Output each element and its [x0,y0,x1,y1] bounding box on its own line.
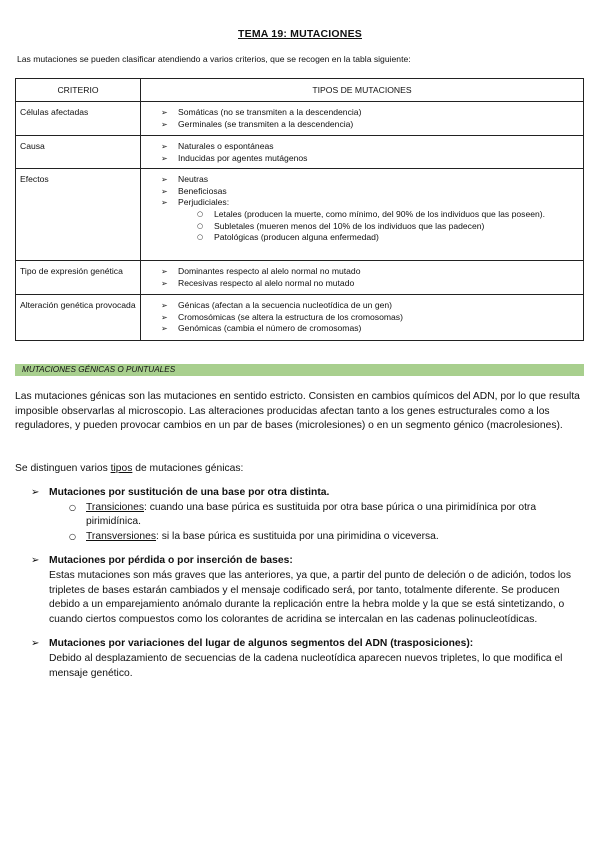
criterio-cell: Efectos [16,169,141,261]
page-title: TEMA 19: MUTACIONES [238,28,362,40]
list-item: ➢ Cromosómicas (se altera la estructura de los cromosomas) [161,312,579,324]
list-item: ➢ Génicas (afectan a la secuencia nucleotídica de un gen) [161,300,579,312]
section-heading: MUTACIONES GÉNICAS O PUNTUALES [15,364,584,376]
mutation-title: ➢ Mutaciones por sustitución de una base por otra distinta. [49,487,330,498]
term-transversiones: Transversiones [86,530,157,542]
mutation-title: ➢ Mutaciones por pérdida o por inserción de bases: [49,555,293,567]
mutation-title: ➢ Mutaciones por variaciones del lugar de algunos segmentos del ADN (trasposiciones): [49,638,474,650]
list-item: ➢ Dominantes respecto al alelo normal no mutado [161,266,579,278]
sub-list-item: ○ Subletales (mueren menos del 10% de los individuos que las padecen) [197,221,579,233]
list-item: ➢ Somáticas (no se transmiten a la descendencia) [161,107,579,119]
header-criterio: CRITERIO [16,79,141,102]
list-item: ➢ Genómicas (cambia el número de cromosomas) [161,323,579,335]
table-row [16,136,584,169]
sub-list-item [69,530,587,545]
sub-list [49,501,587,545]
paragraph-gene-mutations: Las mutaciones génicas son las mutaciones en sentido estricto. Consisten en cambios químicos del ADN, por lo que resulta imposible observarlas al microscopio. Las alteraciones producidas afectan tanto a los genes estructurales como a los reguladores, y pueden provocar cambios en un par de bases (microlesiones) o en un segmento génico (macrolesiones). [15,391,580,432]
mutation-body: Debido al desplazamiento de secuencias de la cadena nucleotídica aparecen nuevos tripletes, lo que modifica el mensaje genético. [49,652,563,679]
sub-list-item: ○ Patológicas (producen alguna enfermedad) [197,232,579,244]
term-transiciones: Transiciones [86,501,144,513]
paragraph-types-intro [15,462,587,477]
criterio-cell: Tipo de expresión genética [16,261,141,295]
table-row [16,295,584,341]
criterio-cell: Células afectadas [16,102,141,136]
list-item: ➢ Germinales (se transmiten a la descendencia) [161,119,579,131]
header-tipos: TIPOS DE MUTACIONES [141,79,584,102]
list-item [31,637,587,681]
list-item-label: Perjudiciales: [178,197,230,208]
paragraph-text: Se distinguen varios [15,463,111,474]
table-row [16,169,584,261]
tipos-list [145,174,579,244]
criterio-cell: Alteración genética provocada [16,295,141,341]
tipos-link[interactable]: tipos [110,463,133,474]
tipos-list [145,107,579,130]
sub-list-item [69,501,587,530]
mutation-body: Estas mutaciones son más graves que las anteriores, ya que, a partir del punto de deleción o de adición, todos los tripletes de bases estarán cambiados y el mensaje codificado será, por tanto, totalmente diferente. Se producen debido a un emparejamiento anómalo durante la replicación entre la hebra molde y la que se está sintetizando, o cuando ciertos compuestos como los colorantes de acridina se intercalan en las cadenas polinucleotídicas. [49,569,572,625]
term-description: : cuando una base púrica es sustituida por otra base púrica o una pirimidínica por otra pirimidínica. [86,501,537,528]
tipos-list [145,141,579,164]
table-row [16,102,584,136]
sub-list-item: ○ Letales (producen la muerte, como mínimo, del 90% de los individuos que las poseen). [197,209,579,221]
list-item [31,486,587,544]
criterio-cell: Causa [16,136,141,169]
tipos-cell [141,102,584,136]
list-item: ➢ Beneficiosas [161,186,579,198]
mutation-types-list [31,486,587,691]
tipos-cell [141,261,584,295]
paragraph-text: de mutaciones génicas: [132,463,244,474]
tipos-list [145,300,579,335]
list-item: ➢ Recesivas respecto al alelo normal no mutado [161,278,579,290]
mutation-criteria-table [15,78,584,341]
list-item: ➢ Neutras [161,174,579,186]
tipos-cell [141,136,584,169]
tipos-cell [141,169,584,261]
tipos-cell [141,295,584,341]
intro-text: Las mutaciones se pueden clasificar atendiendo a varios criterios, que se recogen en la tabla siguiente: [17,54,411,64]
list-item [161,197,579,243]
list-item: ➢ Inducidas por agentes mutágenos [161,153,579,165]
table-header-row [16,79,584,102]
term-description: : si la base púrica es sustituida por una pirimidina o viceversa. [156,530,439,542]
tipos-list [145,266,579,289]
list-item: ➢ Naturales o espontáneas [161,141,579,153]
list-item [31,554,587,627]
table-row [16,261,584,295]
sub-list [178,209,579,244]
